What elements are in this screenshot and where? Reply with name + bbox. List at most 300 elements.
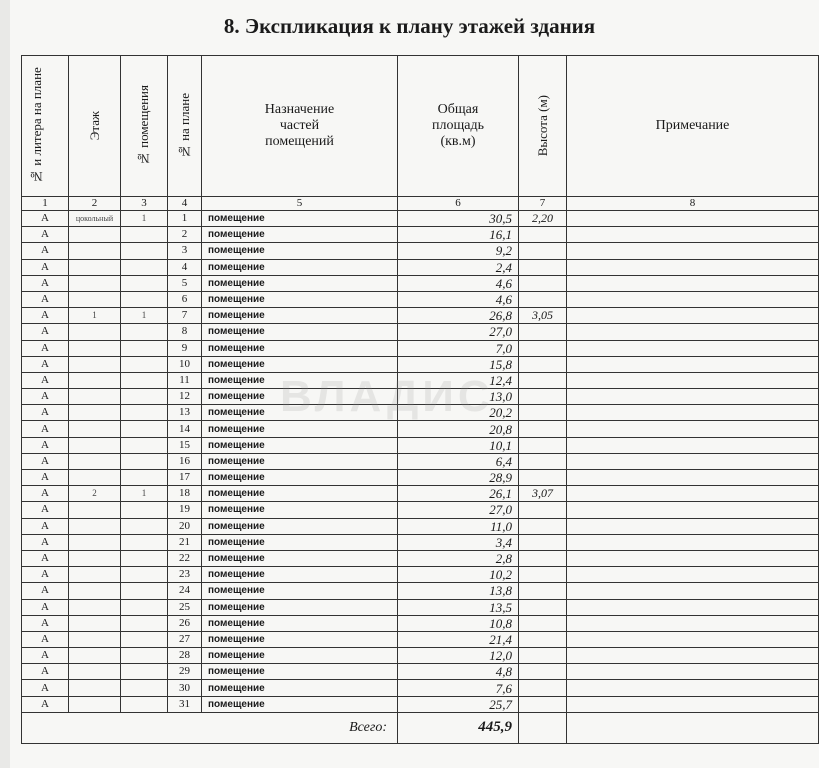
floor-cell (69, 259, 121, 275)
room-number-cell (121, 502, 168, 518)
table-row (22, 340, 819, 356)
litera-cell: А (22, 291, 69, 307)
litera-cell: А (22, 356, 69, 372)
note-cell (567, 437, 819, 453)
note-cell (567, 502, 819, 518)
plan-number-cell: 25 (168, 599, 202, 615)
height-cell (519, 567, 567, 583)
litera-cell: А (22, 308, 69, 324)
note-cell (567, 389, 819, 405)
note-cell (567, 211, 819, 227)
area-cell: 13,5 (398, 599, 519, 615)
room-number-cell (121, 583, 168, 599)
purpose-cell: помещение (202, 340, 398, 356)
note-cell (567, 421, 819, 437)
floor-cell (69, 696, 121, 712)
height-cell (519, 372, 567, 388)
plan-number-cell: 16 (168, 453, 202, 469)
purpose-cell: помещение (202, 664, 398, 680)
floor-cell (69, 291, 121, 307)
area-cell: 10,8 (398, 615, 519, 631)
note-cell (567, 324, 819, 340)
note-cell (567, 275, 819, 291)
plan-number-cell: 4 (168, 259, 202, 275)
purpose-cell: помещение (202, 599, 398, 615)
total-row (22, 712, 819, 743)
floor-cell (69, 405, 121, 421)
area-cell: 2,4 (398, 259, 519, 275)
note-cell (567, 340, 819, 356)
note-cell (567, 259, 819, 275)
litera-cell: А (22, 615, 69, 631)
height-cell (519, 550, 567, 566)
room-number-cell (121, 227, 168, 243)
floor-cell (69, 453, 121, 469)
area-cell: 2,8 (398, 550, 519, 566)
purpose-cell: помещение (202, 615, 398, 631)
header-litera: № и литера на плане (22, 56, 69, 197)
plan-number-cell: 15 (168, 437, 202, 453)
litera-cell: А (22, 324, 69, 340)
note-cell (567, 550, 819, 566)
scan-edge (0, 0, 10, 768)
plan-number-cell: 20 (168, 518, 202, 534)
litera-cell: А (22, 243, 69, 259)
table-row (22, 243, 819, 259)
litera-cell: А (22, 372, 69, 388)
note-cell (567, 372, 819, 388)
purpose-cell: помещение (202, 518, 398, 534)
area-cell: 26,1 (398, 486, 519, 502)
plan-number-cell: 21 (168, 534, 202, 550)
room-number-cell (121, 372, 168, 388)
height-cell (519, 664, 567, 680)
plan-number-cell: 2 (168, 227, 202, 243)
table-row (22, 648, 819, 664)
purpose-cell: помещение (202, 680, 398, 696)
note-cell (567, 470, 819, 486)
purpose-cell: помещение (202, 583, 398, 599)
table-row (22, 405, 819, 421)
table-row (22, 275, 819, 291)
plan-number-cell: 14 (168, 421, 202, 437)
note-cell (567, 291, 819, 307)
room-number-cell (121, 696, 168, 712)
area-cell: 15,8 (398, 356, 519, 372)
plan-number-cell: 19 (168, 502, 202, 518)
area-cell: 10,1 (398, 437, 519, 453)
litera-cell: А (22, 486, 69, 502)
floor-cell (69, 615, 121, 631)
floor-cell (69, 243, 121, 259)
note-cell (567, 534, 819, 550)
room-number-cell (121, 324, 168, 340)
plan-number-cell: 6 (168, 291, 202, 307)
height-cell (519, 631, 567, 647)
room-number-cell (121, 243, 168, 259)
area-cell: 9,2 (398, 243, 519, 259)
table-row (22, 615, 819, 631)
table-row (22, 583, 819, 599)
floor-cell (69, 664, 121, 680)
purpose-cell: помещение (202, 405, 398, 421)
plan-number-cell: 26 (168, 615, 202, 631)
height-cell (519, 291, 567, 307)
table-row (22, 534, 819, 550)
note-cell (567, 486, 819, 502)
floor-cell (69, 470, 121, 486)
table-row (22, 680, 819, 696)
height-cell (519, 615, 567, 631)
height-cell (519, 356, 567, 372)
plan-number-cell: 24 (168, 583, 202, 599)
height-cell (519, 648, 567, 664)
litera-cell: А (22, 599, 69, 615)
watermark: ВЛАДИС (280, 372, 494, 421)
document-title: 8. Экспликация к плану этажей здания (223, 14, 596, 38)
floor-cell (69, 631, 121, 647)
note-cell (567, 356, 819, 372)
column-number: 6 (398, 197, 519, 211)
height-cell: 3,05 (519, 308, 567, 324)
area-cell: 26,8 (398, 308, 519, 324)
litera-cell: А (22, 405, 69, 421)
area-cell: 13,0 (398, 389, 519, 405)
purpose-cell: помещение (202, 648, 398, 664)
floor-cell (69, 583, 121, 599)
litera-cell: А (22, 211, 69, 227)
floor-cell: 2 (69, 486, 121, 502)
height-cell (519, 227, 567, 243)
height-cell (519, 453, 567, 469)
litera-cell: А (22, 648, 69, 664)
table-row (22, 567, 819, 583)
room-number-cell (121, 648, 168, 664)
litera-cell: А (22, 437, 69, 453)
room-number-cell (121, 567, 168, 583)
area-cell: 28,9 (398, 470, 519, 486)
note-cell (567, 631, 819, 647)
note-cell (567, 615, 819, 631)
floor-cell (69, 567, 121, 583)
column-number-row (22, 197, 819, 211)
note-cell (567, 243, 819, 259)
table-row (22, 696, 819, 712)
litera-cell: А (22, 389, 69, 405)
header-plan-number: № на плане (168, 56, 202, 197)
floor-cell (69, 550, 121, 566)
note-cell (567, 664, 819, 680)
plan-number-cell: 17 (168, 470, 202, 486)
height-cell (519, 470, 567, 486)
table-row (22, 502, 819, 518)
floor-cell (69, 356, 121, 372)
note-cell (567, 518, 819, 534)
floor-cell (69, 372, 121, 388)
area-cell: 12,0 (398, 648, 519, 664)
purpose-cell: помещение (202, 486, 398, 502)
floor-cell (69, 599, 121, 615)
room-number-cell (121, 550, 168, 566)
litera-cell: А (22, 259, 69, 275)
column-number: 1 (22, 197, 69, 211)
total-note-empty (567, 712, 819, 743)
height-cell (519, 502, 567, 518)
column-number: 5 (202, 197, 398, 211)
floor-cell (69, 324, 121, 340)
litera-cell: А (22, 340, 69, 356)
table-row (22, 453, 819, 469)
floor-cell: цокольный (69, 211, 121, 227)
note-cell (567, 583, 819, 599)
column-number: 3 (121, 197, 168, 211)
purpose-cell: помещение (202, 567, 398, 583)
height-cell (519, 243, 567, 259)
note-cell (567, 696, 819, 712)
height-cell: 3,07 (519, 486, 567, 502)
total-value: 445,9 (398, 712, 519, 743)
column-number: 4 (168, 197, 202, 211)
purpose-cell: помещение (202, 437, 398, 453)
room-number-cell (121, 664, 168, 680)
plan-number-cell: 9 (168, 340, 202, 356)
plan-number-cell: 18 (168, 486, 202, 502)
table-row (22, 389, 819, 405)
purpose-cell: помещение (202, 227, 398, 243)
area-cell: 3,4 (398, 534, 519, 550)
height-cell (519, 275, 567, 291)
height-cell: 2,20 (519, 211, 567, 227)
area-cell: 27,0 (398, 324, 519, 340)
header-floor: Этаж (69, 56, 121, 197)
note-cell (567, 453, 819, 469)
purpose-cell: помещение (202, 308, 398, 324)
area-cell: 27,0 (398, 502, 519, 518)
purpose-cell: помещение (202, 324, 398, 340)
room-number-cell (121, 275, 168, 291)
table-row (22, 372, 819, 388)
note-cell (567, 308, 819, 324)
litera-cell: А (22, 470, 69, 486)
purpose-cell: помещение (202, 453, 398, 469)
height-cell (519, 405, 567, 421)
area-cell: 7,0 (398, 340, 519, 356)
purpose-cell: помещение (202, 502, 398, 518)
plan-number-cell: 5 (168, 275, 202, 291)
purpose-cell: помещение (202, 421, 398, 437)
floor-cell (69, 680, 121, 696)
table-row (22, 470, 819, 486)
plan-number-cell: 22 (168, 550, 202, 566)
table-row (22, 324, 819, 340)
plan-number-cell: 13 (168, 405, 202, 421)
header-purpose: Назначение частей помещений (202, 56, 398, 197)
column-number: 2 (69, 197, 121, 211)
room-number-cell: 1 (121, 211, 168, 227)
table-row (22, 518, 819, 534)
header-height: Высота (м) (519, 56, 567, 197)
room-number-cell (121, 356, 168, 372)
room-number-cell (121, 340, 168, 356)
plan-number-cell: 23 (168, 567, 202, 583)
area-cell: 11,0 (398, 518, 519, 534)
area-cell: 12,4 (398, 372, 519, 388)
plan-number-cell: 11 (168, 372, 202, 388)
table-row (22, 211, 819, 227)
floor-cell (69, 227, 121, 243)
room-number-cell (121, 615, 168, 631)
floor-cell (69, 502, 121, 518)
plan-number-cell: 31 (168, 696, 202, 712)
floor-cell (69, 534, 121, 550)
purpose-cell: помещение (202, 356, 398, 372)
room-number-cell (121, 470, 168, 486)
height-cell (519, 437, 567, 453)
plan-number-cell: 10 (168, 356, 202, 372)
height-cell (519, 340, 567, 356)
area-cell: 16,1 (398, 227, 519, 243)
room-number-cell (121, 599, 168, 615)
height-cell (519, 518, 567, 534)
floor-cell (69, 389, 121, 405)
table-row (22, 550, 819, 566)
table-row (22, 631, 819, 647)
room-number-cell (121, 680, 168, 696)
table-row (22, 308, 819, 324)
header-room-number: № помещения (121, 56, 168, 197)
height-cell (519, 259, 567, 275)
area-cell: 25,7 (398, 696, 519, 712)
floor-cell (69, 437, 121, 453)
purpose-cell: помещение (202, 631, 398, 647)
litera-cell: А (22, 502, 69, 518)
area-cell: 4,6 (398, 291, 519, 307)
height-cell (519, 583, 567, 599)
plan-number-cell: 30 (168, 680, 202, 696)
floor-cell (69, 518, 121, 534)
litera-cell: А (22, 550, 69, 566)
purpose-cell: помещение (202, 534, 398, 550)
area-cell: 20,8 (398, 421, 519, 437)
room-number-cell: 1 (121, 486, 168, 502)
plan-number-cell: 27 (168, 631, 202, 647)
room-number-cell: 1 (121, 308, 168, 324)
purpose-cell: помещение (202, 211, 398, 227)
plan-number-cell: 1 (168, 211, 202, 227)
header-row (22, 56, 819, 197)
note-cell (567, 405, 819, 421)
table-row (22, 227, 819, 243)
note-cell (567, 680, 819, 696)
litera-cell: А (22, 680, 69, 696)
litera-cell: А (22, 421, 69, 437)
purpose-cell: помещение (202, 291, 398, 307)
purpose-cell: помещение (202, 275, 398, 291)
room-number-cell (121, 259, 168, 275)
table-row (22, 421, 819, 437)
table-row (22, 599, 819, 615)
plan-number-cell: 7 (168, 308, 202, 324)
table-row (22, 356, 819, 372)
room-number-cell (121, 534, 168, 550)
column-number: 8 (567, 197, 819, 211)
purpose-cell: помещение (202, 470, 398, 486)
floor-cell (69, 340, 121, 356)
plan-number-cell: 8 (168, 324, 202, 340)
litera-cell: А (22, 275, 69, 291)
purpose-cell: помещение (202, 259, 398, 275)
plan-number-cell: 12 (168, 389, 202, 405)
litera-cell: А (22, 631, 69, 647)
purpose-cell: помещение (202, 696, 398, 712)
purpose-cell: помещение (202, 389, 398, 405)
plan-number-cell: 3 (168, 243, 202, 259)
plan-number-cell: 28 (168, 648, 202, 664)
table-row (22, 486, 819, 502)
litera-cell: А (22, 696, 69, 712)
floor-cell (69, 275, 121, 291)
table-row (22, 664, 819, 680)
room-number-cell (121, 453, 168, 469)
area-cell: 10,2 (398, 567, 519, 583)
table-body (22, 211, 819, 713)
litera-cell: А (22, 534, 69, 550)
table-row (22, 437, 819, 453)
litera-cell: А (22, 518, 69, 534)
floor-cell (69, 648, 121, 664)
table-row (22, 291, 819, 307)
column-number: 7 (519, 197, 567, 211)
litera-cell: А (22, 453, 69, 469)
height-cell (519, 534, 567, 550)
room-number-cell (121, 631, 168, 647)
room-number-cell (121, 518, 168, 534)
purpose-cell: помещение (202, 550, 398, 566)
note-cell (567, 648, 819, 664)
header-note: Примечание (567, 56, 819, 197)
room-number-cell (121, 405, 168, 421)
room-number-cell (121, 437, 168, 453)
litera-cell: А (22, 664, 69, 680)
note-cell (567, 227, 819, 243)
room-number-cell (121, 389, 168, 405)
area-cell: 21,4 (398, 631, 519, 647)
height-cell (519, 696, 567, 712)
explication-table (21, 55, 819, 744)
area-cell: 13,8 (398, 583, 519, 599)
area-cell: 4,6 (398, 275, 519, 291)
height-cell (519, 389, 567, 405)
total-label: Всего: (22, 712, 398, 743)
area-cell: 30,5 (398, 211, 519, 227)
area-cell: 6,4 (398, 453, 519, 469)
note-cell (567, 567, 819, 583)
area-cell: 7,6 (398, 680, 519, 696)
height-cell (519, 599, 567, 615)
purpose-cell: помещение (202, 243, 398, 259)
litera-cell: А (22, 567, 69, 583)
room-number-cell (121, 291, 168, 307)
litera-cell: А (22, 227, 69, 243)
total-height-empty (519, 712, 567, 743)
purpose-cell: помещение (202, 372, 398, 388)
height-cell (519, 421, 567, 437)
note-cell (567, 599, 819, 615)
header-area: Общая площадь (кв.м) (398, 56, 519, 197)
plan-number-cell: 29 (168, 664, 202, 680)
table-row (22, 259, 819, 275)
area-cell: 20,2 (398, 405, 519, 421)
